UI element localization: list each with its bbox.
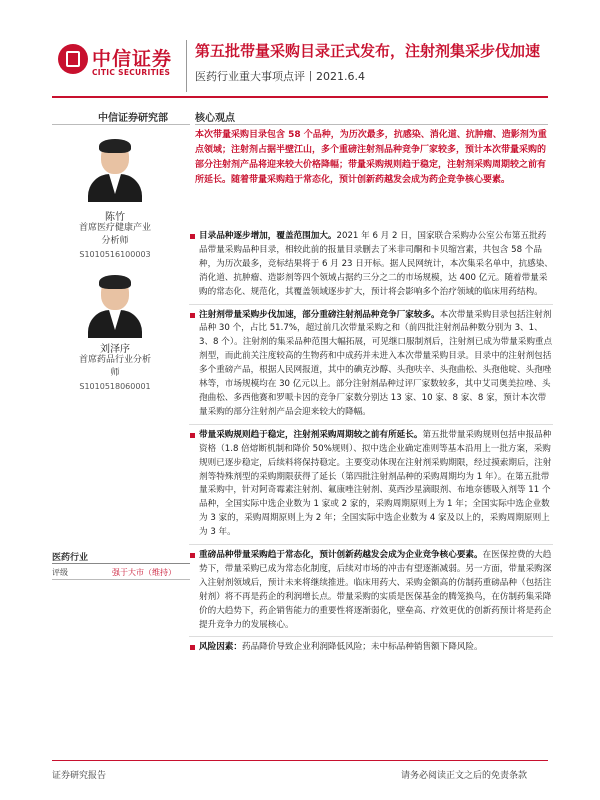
bullet-divider xyxy=(189,636,553,637)
logo-text-cn: 中信证券 xyxy=(92,48,173,70)
bullet-divider xyxy=(189,544,553,545)
rating-rule xyxy=(52,579,190,580)
bullet-item xyxy=(189,549,553,632)
bullet-square-icon xyxy=(190,313,195,318)
footer-disclaimer: 请务必阅读正文之后的免责条款 xyxy=(401,771,528,781)
analyst-2-avatar xyxy=(84,272,146,338)
report-title: 第五批带量采购目录正式发布，注射剂集采步伐加速 xyxy=(195,42,541,60)
bullet-heading: 重磅品种带量采购趋于常态化，预计创新药越发会成为企业竞争核心要素。 xyxy=(199,550,483,561)
core-views-heading: 核心观点 xyxy=(195,113,235,124)
analyst-2-code: S1010518060001 xyxy=(79,382,151,391)
footer-left-text: 证券研究报告 xyxy=(52,771,107,781)
rating-value: 强于大市（维持） xyxy=(112,568,176,577)
industry-rule xyxy=(52,563,190,564)
bullet-item xyxy=(189,429,553,540)
analyst-1-name: 陈竹 xyxy=(105,212,125,223)
bullet-heading: 注射剂带量采购步伐加速，部分重磅注射剂品种竞争厂家较多。 xyxy=(199,309,440,320)
sidebar-rule xyxy=(52,124,190,125)
bullet-item xyxy=(189,641,553,655)
bullet-heading: 风险因素： xyxy=(199,642,242,653)
bullet-heading: 带量采购规则趋于稳定，注射剂采购周期较之前有所延长。 xyxy=(199,429,423,440)
bullet-item xyxy=(189,309,553,420)
core-views-summary: 本次带量采购目录包含 58 个品种，为历次最多，抗感染、消化道、抗肿瘤、造影剂为重点领域；注射剂占据半壁江山，多个重磅注射剂品种竞争厂家较多，预计本次带量采购的部分注射剂产品将迎来较大价格降幅；带量采购规则趋于稳定，注射剂采购周期较之前有所延长。随着带量采购趋于常态化，预计创新药越发会成为药企竞争核心要素。 xyxy=(195,130,547,185)
header-rule xyxy=(52,96,548,98)
main-rule xyxy=(195,124,548,125)
analyst-1-avatar xyxy=(84,136,146,202)
bullet-text: 药品降价导致企业利润降低风险；未中标品种销售额下降风险。 xyxy=(241,642,483,653)
analyst-2-name: 刘泽序 xyxy=(100,344,130,355)
analyst-2-title: 首席药品行业分析 师 xyxy=(78,355,151,378)
bullet-item xyxy=(189,230,553,300)
report-subtitle: 医药行业重大事项点评丨2021.6.4 xyxy=(195,70,365,83)
bullet-list xyxy=(189,230,553,659)
header-divider xyxy=(186,40,187,92)
bullet-text: 本次带量采购目录包括注射剂品种 30 个，占比 51.7%，超过前几次带量采购之和（前四批注射剂品种数分别为 3、1、3、8 个）。注射剂的集采品种范围大幅拓展，可见继口服制剂后，注射剂已成为带量采购重点剂型，而此前关注度较高的生物药和中成药并未进入本次带量采购目录。目录中的注射剂包括多个重磅产品，根据人民网报道，其中的碘克沙醇、头孢呋辛、头孢曲松、头孢他啶、头孢唑林等，市场规模均在 30 亿元以上。部分注射剂品种过评厂家数较多，其中艾司奥美拉唑、头孢曲松、多西他赛和罗哌卡因的竞争厂家数分别达 13 家、10 家、8 家、8 家，预计本次带量采购的部分注射剂产品会迎来较大的降幅。 xyxy=(199,309,553,417)
bullet-square-icon xyxy=(190,234,195,239)
bullet-square-icon xyxy=(190,433,195,438)
logo-text-en: CITIC SECURITIES xyxy=(92,68,171,77)
bullet-divider xyxy=(189,304,553,305)
footer-rule xyxy=(52,760,548,761)
rating-label: 评级 xyxy=(52,568,68,577)
bullet-square-icon xyxy=(190,553,195,558)
bullet-square-icon xyxy=(190,645,195,650)
bullet-text: 在医保控费的大趋势下，带量采购已成为常态化制度，后续对市场的冲击有望逐渐减弱。另一方面，带量采购深入注射剂领域后，预计未来将继续推进。临床用药大、采购金额高的仿制药重磅品种（包括注射剂）将不再是药企的利润增长点。带量采购的实质是医保基金的腾笼换鸟，在仿制药集采降价的大趋势下，药企销售能力的重要性将逐渐弱化，壁垒高、疗效更优的创新药预计将是药企提升竞争力的发展核心。 xyxy=(199,550,552,630)
bullet-divider xyxy=(189,424,553,425)
bullet-heading: 目录品种逐步增加，覆盖范围加大。 xyxy=(199,231,337,241)
industry-label: 医药行业 xyxy=(52,553,89,563)
analyst-1-code: S1010516100003 xyxy=(79,250,151,259)
research-dept-heading: 中信证券研究部 xyxy=(98,113,168,124)
bullet-text: 第五批带量采购规则包括申报品种资格（1.8 倍熔断机制和降价 50%规则）、拟中选企业确定准则等基本沿用上一批方案，采购规则已逐步稳定，后续料将保持稳定。主要变动体现在注射剂采购期限，经过摸索期后，注射剂等特殊剂型的采购期限获得了延长（第四批注射剂品种的采购周期均为 1 年）。在第五批带量采购中，针对阿奇霉素注射剂、氟康唑注射剂、莫西沙星滴眼剂、布地奈德吸入剂等 11 个品种，全国实际中选企业数为 1 家或 2 家的，采购周期原则上为 1 年；全国实际中选企业数为 3 家的，采购周期原则上为 2 年；全国实际中选企业数为 4 家及以上的，采购周期原则上为 3 年。 xyxy=(199,429,552,538)
citic-logo-icon xyxy=(58,44,88,74)
bullet-text: 2021 年 6 月 2 日，国家联合采购办公室公布第五批药品带量采购品种目录，相较此前的报量目录删去了米非司酮和卡贝缩宫素，共包含 58 个品种，为历次最多，竞标结果将于 6 月 23 日开标。据人民网统计，本次集采名单中，抗感染、消化道、抗肿瘤、造影剂等四个领域占据约三分之二的市场规模，达 400 亿元。随着带量采购的常态化、规范化，其覆盖领域逐步扩大，预计将会影响多个治疗领域的临床用药结构。 xyxy=(199,231,553,297)
analyst-1-title: 首席医疗健康产业 分析师 xyxy=(78,223,151,246)
